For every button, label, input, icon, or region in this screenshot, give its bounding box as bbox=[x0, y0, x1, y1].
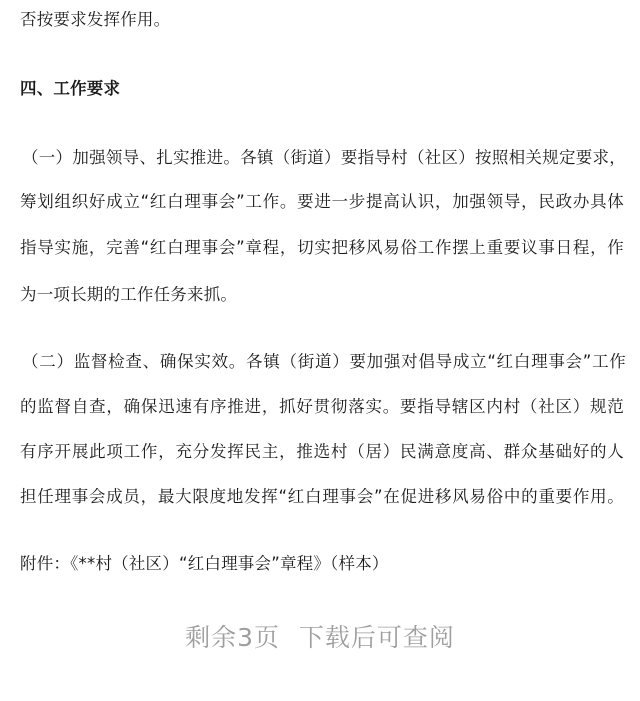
paragraph-line: 为一项长期的工作任务来抓。 bbox=[20, 285, 238, 304]
attachment-note: 附件：《**村（社区）“红白理事会”章程》（样本） bbox=[20, 554, 389, 573]
paragraph-line: 指导实施，完善“红白理事会”章程，切实把移风易俗工作摆上重要议事日程，作 bbox=[20, 238, 624, 257]
paragraph-line: 筹划组织好成立“红白理事会”工作。要进一步提高认识，加强领导，民政办具体 bbox=[20, 192, 624, 211]
top-line-text: 否按要求发挥作用。 bbox=[20, 10, 171, 29]
paragraph-line: 有序开展此项工作，充分发挥民主，推选村（居）民满意度高、群众基础好的人 bbox=[20, 442, 624, 461]
paragraph-line: （一）加强领导、扎实推进。各镇（街道）要指导村（社区）按照相关规定要求， bbox=[22, 148, 626, 167]
paragraph-line: （二）监督检查、确保实效。各镇（街道）要加强对倡导成立“红白理事会”工作 bbox=[22, 352, 626, 371]
paragraph-line: 担任理事会成员，最大限度地发挥“红白理事会”在促进移风易俗中的重要作用。 bbox=[20, 487, 624, 506]
paragraph-line: 的监督自查，确保迅速有序推进，抓好贯彻落实。要指导辖区内村（社区）规范 bbox=[20, 397, 624, 416]
download-more-banner[interactable]: 剩余3页 下载后可查阅 bbox=[185, 623, 455, 652]
section-heading: 四、工作要求 bbox=[20, 79, 121, 98]
